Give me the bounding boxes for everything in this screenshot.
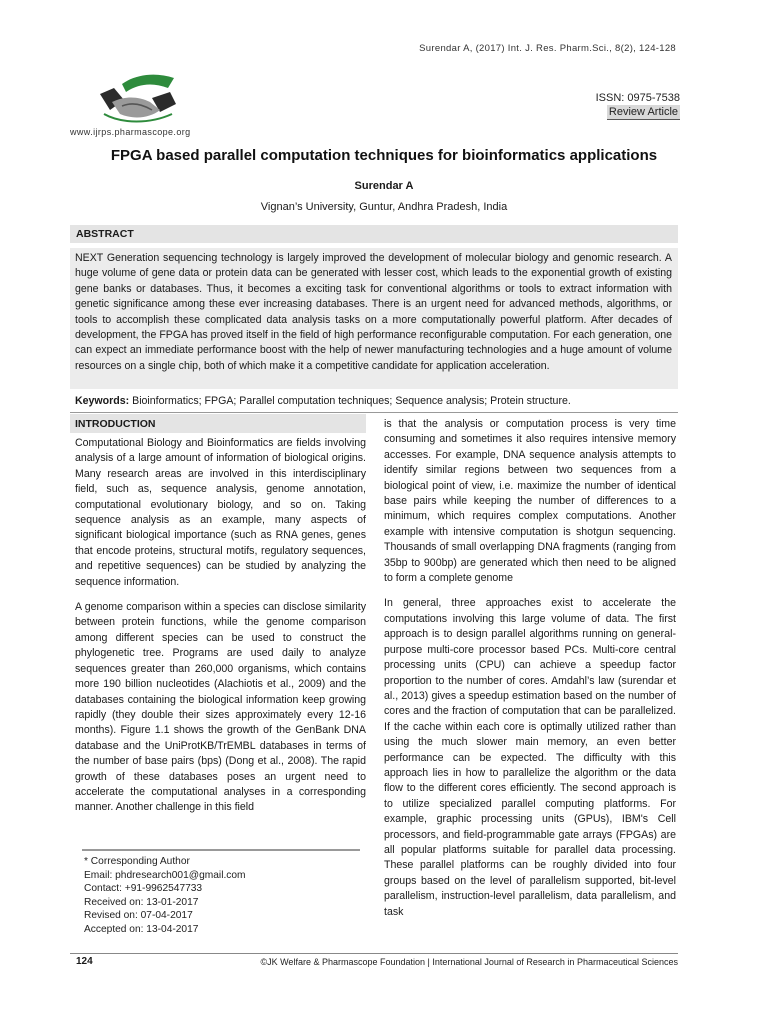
- journal-website[interactable]: www.ijrps.pharmascope.org: [70, 127, 191, 137]
- revised-date: Revised on: 07-04-2017: [84, 910, 193, 922]
- article-title: FPGA based parallel computation techniques for bioinformatics applications: [110, 147, 658, 164]
- keywords-label: Keywords:: [75, 395, 130, 407]
- paragraph: is that the analysis or computation process is very time consuming and sometimes it also requires intensive memory accesses. For example, DNA sequence analysis attempts to identify similar regions between two sequences from a biological point of view, i.e. maximize the number of identical base pairs while keeping the number of differences to a minimum, which requires complex computations. Another example with intensive computation is shotgun sequencing. Thousands of small overlapping DNA fragments (ranging from 35bp to 900bp) are generated which then need to be aligned to form a complete genome: [384, 418, 676, 585]
- paragraph: Computational Biology and Bioinformatics are fields involving analysis of a large amount of information of biological origins. Many research areas are involved in this interdisciplinary field, such as, sequence analysis, genome annotation, computational evolutionary biology, and so on. Taking sequence analysis as an example, many aspects of significant biological importance (such as RNA genes, genes that encode proteins, structural motifs, regulatory sequences, and repetitive sequences) can be studied by analyzing the sequence information.: [75, 437, 366, 588]
- corresponding-author: * Corresponding Author: [84, 856, 190, 867]
- footnote: [84, 855, 246, 937]
- handshake-logo-icon: [94, 70, 180, 128]
- journal-citation: Surendar A, (2017) Int. J. Res. Pharm.Sci., 8(2), 124-128: [419, 43, 676, 54]
- left-column: [75, 436, 366, 826]
- issn: ISSN: 0975-7538: [595, 92, 680, 104]
- footer-copyright: ©JK Welfare & Pharmascope Foundation | International Journal of Research in Pharmaceutical Sciences: [260, 957, 678, 967]
- right-column: [384, 417, 676, 930]
- footer-divider: [70, 953, 678, 954]
- keywords-divider: [70, 412, 678, 413]
- paragraph: A genome comparison within a species can disclose similarity between protein functions, while the genome comparison among different species can be used to construct the phylogenetic tree. Programs are used daily to analyze sequences greater than 260,000 organisms, which contains more 190 billion nucleotides (Alachiotis et al., 2009) and the databases containing the biological information keep growing rapidly (they double their sizes approximately every 12-16 months). Figure 1.1 shows the growth of the GenBank DNA database and the UniProtKB/TrEMBL databases in terms of the number of base pairs (bps) (Dong et al., 2008). The rapid growth of these databases poses an urgent need to accelerate the computational analyses in a corresponding manner. Another challenge in this field: [75, 601, 366, 814]
- author-affiliation: Vignan’s University, Guntur, Andhra Pradesh, India: [260, 201, 508, 213]
- abstract-heading-bar: [70, 225, 678, 243]
- paragraph: In general, three approaches exist to accelerate the computations involving this large volume of data. The first approach is to design parallel algorithms running on general-purpose multi-core processor based PCs. Multi-core central processing units (CPU) can achieve a speedup factor proportion to the number of cores. Amdahl’s law (surendar et al., 2013) gives a speedup estimation based on the number of cores and the fraction of computation that can be parallelized. If the cache within each core is optimally utilized rather than using the much slower main memory, an even better performance can be expected. The difficulty with this approach lies in how to parallelize the algorithm or the data flow to the different cores efficiently. The second approach is to utilize specialized parallel computing platforms. For example, graphic processing units (GPUs), IBM's Cell processors, and field-programmable gate arrays (FPGAs) are all popular platforms suitable for parallel data processing. These parallel platforms can be roughly divided into four groups based on the level of parallelism supported, bit-level parallelism, instruction-level parallelism, data parallelism, and task: [384, 597, 676, 918]
- introduction-heading: INTRODUCTION: [75, 418, 156, 430]
- abstract-body: [70, 248, 678, 389]
- abstract-heading: ABSTRACT: [76, 228, 134, 240]
- keywords-list: Bioinformatics; FPGA; Parallel computation techniques; Sequence analysis; Protein structure.: [132, 395, 571, 407]
- abstract-text: NEXT Generation sequencing technology is largely improved the development of molecular biology and genomic research. A huge volume of gene data or protein data can be generated with lesser cost, which leads to the exponential growth of existing gene banks or databases. Thus, it becomes a exciting task for conventional algorithms or tools to extract information with genetic significance among these ever increasing databases. There is an urgent need for advanced methods, algorithms, or tools to accomplish these complicated data analysis tasks on a more computationally powerful platform. After decades of development, the FPGA has proved itself in the field of high performance reconfigurable computation. For each generation, one can expect an immediate performance boost with the help of newer manufacturing technologies and a huge amount of volume resources on a single chip, both of which make it a competitive candidate for application acceleration.: [75, 252, 672, 372]
- introduction-heading-bar: [70, 414, 366, 433]
- keywords: [75, 395, 675, 407]
- article-type-badge: Review Article: [608, 106, 678, 118]
- page-number: 124: [76, 956, 93, 967]
- accepted-date: Accepted on: 13-04-2017: [84, 923, 199, 935]
- footnote-divider: [82, 849, 360, 851]
- author-name: Surendar A: [354, 180, 414, 192]
- received-date: Received on: 13-01-2017: [84, 896, 199, 908]
- author-contact: Contact: +91-9962547733: [84, 883, 203, 895]
- author-email[interactable]: Email: phdresearch001@gmail.com: [84, 869, 246, 881]
